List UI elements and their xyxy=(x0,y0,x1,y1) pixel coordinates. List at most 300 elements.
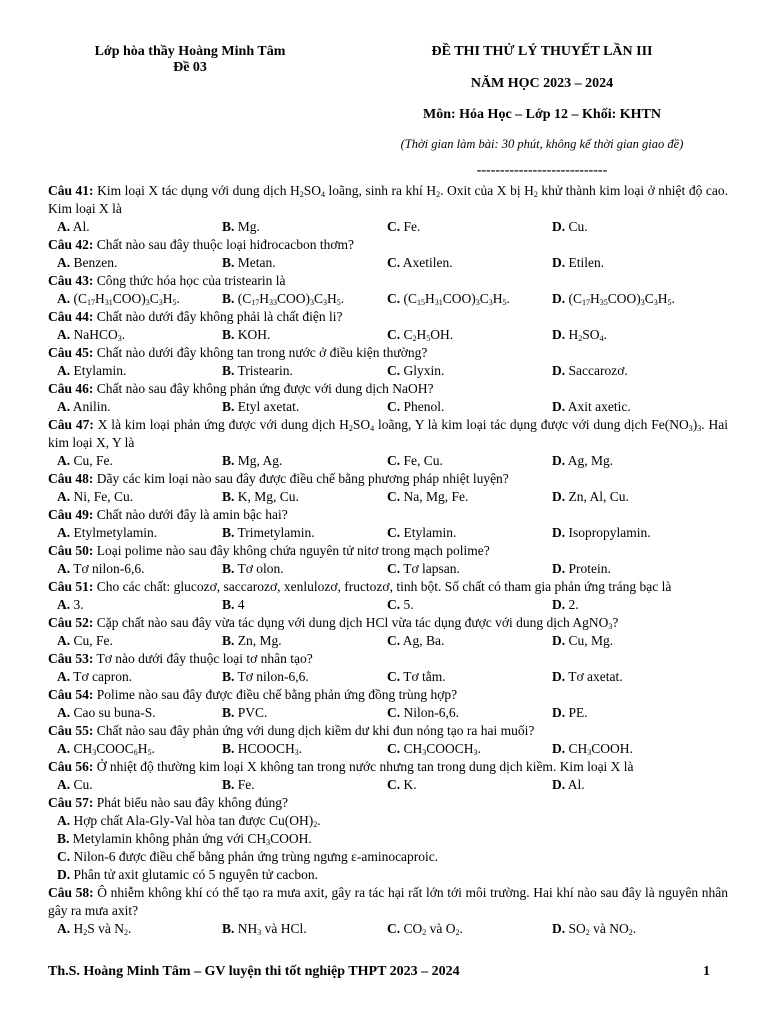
answer-option-b xyxy=(222,362,387,380)
option-text: 3. xyxy=(70,597,84,612)
answer-option-c xyxy=(387,290,552,308)
question-text: Ô nhiễm không khí có thể tạo ra mưa axit, gây ra tác hại rất lớn tới môi trường. Hai khí nào sau đây là nguyên nhân gây ra mưa axit? xyxy=(48,885,728,918)
answer-option-a xyxy=(57,254,222,272)
option-text: Axit axetic. xyxy=(565,399,631,414)
question-stem xyxy=(48,236,728,254)
answer-option-d xyxy=(552,632,717,650)
answer-option-c xyxy=(48,848,728,866)
answer-option-a xyxy=(57,920,222,938)
question xyxy=(48,272,728,308)
option-letter: B. xyxy=(222,453,235,468)
option-letter: C. xyxy=(387,525,401,540)
option-letter: B. xyxy=(222,705,235,720)
option-text: Ag, Mg. xyxy=(565,453,614,468)
question-label: Câu 48: xyxy=(48,471,94,486)
question-stem xyxy=(48,416,728,452)
answer-option-d xyxy=(48,866,728,884)
question-stem xyxy=(48,308,728,326)
header-left xyxy=(75,44,305,76)
option-text: Nilon-6,6. xyxy=(400,705,459,720)
answer-option-b xyxy=(222,452,387,470)
answer-option-b xyxy=(222,920,387,938)
option-text: Tristearin. xyxy=(234,363,293,378)
option-text: Protein. xyxy=(565,561,611,576)
answer-option-b xyxy=(222,290,387,308)
question xyxy=(48,236,728,272)
option-letter: A. xyxy=(57,561,71,576)
answer-option-c xyxy=(387,524,552,542)
question xyxy=(48,650,728,686)
question-stem xyxy=(48,506,728,524)
option-letter: D. xyxy=(552,255,566,270)
answer-option-a xyxy=(57,560,222,578)
option-letter: A. xyxy=(57,489,71,504)
option-text: Tơ axetat. xyxy=(565,669,623,684)
answer-option-a xyxy=(57,776,222,794)
option-text: 5. xyxy=(400,597,414,612)
option-letter: C. xyxy=(387,777,401,792)
option-text: KOH. xyxy=(234,327,271,342)
option-text: Cu. xyxy=(70,777,93,792)
header-right xyxy=(372,44,712,178)
question xyxy=(48,578,728,614)
question-label: Câu 47: xyxy=(48,417,94,432)
header-divider: ---------------------------- xyxy=(476,163,608,178)
option-letter: D. xyxy=(552,399,566,414)
question-stem xyxy=(48,614,728,632)
question-label: Câu 58: xyxy=(48,885,94,900)
option-text: $H_2S$ và $N_2$. xyxy=(70,921,132,937)
option-text: Ag, Ba. xyxy=(400,633,445,648)
answer-options xyxy=(48,254,728,272)
question-text: Chất nào dưới đây là amin bậc hai? xyxy=(93,507,288,522)
option-text: Zn, Al, Cu. xyxy=(565,489,629,504)
question-label: Câu 51: xyxy=(48,579,94,594)
option-text: Mg. xyxy=(234,219,260,234)
option-letter: A. xyxy=(57,741,71,756)
option-letter: A. xyxy=(57,525,71,540)
answer-option-b xyxy=(222,668,387,686)
option-letter: A. xyxy=(57,921,71,936)
option-text: $H_2SO_4$. xyxy=(565,327,607,343)
answer-option-a xyxy=(48,812,728,830)
option-letter: C. xyxy=(387,453,401,468)
answer-option-d xyxy=(552,596,717,614)
option-letter: B. xyxy=(222,399,235,414)
question xyxy=(48,416,728,470)
option-letter: A. xyxy=(57,363,71,378)
option-text: NaHCO$_3$. xyxy=(70,327,126,343)
question-stem xyxy=(48,272,728,290)
option-letter: D. xyxy=(552,327,566,342)
option-text: Trimetylamin. xyxy=(234,525,315,540)
option-letter: A. xyxy=(57,669,71,684)
answer-option-d xyxy=(552,740,717,758)
answer-option-c xyxy=(387,452,552,470)
option-letter: D. xyxy=(552,453,566,468)
option-text: $(C_{17}H_{31}COO)_3C_3H_5$. xyxy=(70,291,180,307)
question-text: Chất nào sau đây phản ứng với dung dịch kiềm dư khi đun nóng tạo ra hai muối? xyxy=(93,723,535,738)
answer-option-b xyxy=(222,326,387,344)
answer-options xyxy=(48,290,728,308)
answer-option-d xyxy=(552,668,717,686)
question-label: Câu 43: xyxy=(48,273,94,288)
answer-option-b xyxy=(222,218,387,236)
option-text: Fe, Cu. xyxy=(400,453,443,468)
question-stem xyxy=(48,182,728,218)
option-text: Metylamin không phản ứng với $CH_3COOH$. xyxy=(69,831,312,847)
answer-options xyxy=(48,596,728,614)
option-text: Tơ nilon-6,6. xyxy=(234,669,309,684)
option-letter: B. xyxy=(222,561,235,576)
answer-options xyxy=(48,560,728,578)
question-text: Loại polime nào sau đây không chứa nguyên tử nitơ trong mạch polime? xyxy=(93,543,490,558)
question-stem xyxy=(48,542,728,560)
question xyxy=(48,344,728,380)
option-text: PVC. xyxy=(234,705,268,720)
option-letter: D. xyxy=(552,669,566,684)
option-letter: C. xyxy=(387,921,401,936)
question xyxy=(48,506,728,542)
question-label: Câu 49: xyxy=(48,507,94,522)
option-text: Tơ lapsan. xyxy=(400,561,460,576)
option-letter: A. xyxy=(57,453,71,468)
question-list xyxy=(48,182,728,938)
answer-option-a xyxy=(57,596,222,614)
option-letter: A. xyxy=(57,633,71,648)
question-stem xyxy=(48,578,728,596)
option-text: Cu. xyxy=(565,219,588,234)
question xyxy=(48,308,728,344)
option-letter: B. xyxy=(222,291,235,306)
option-text: Phân tử axit glutamic có 5 nguyên tử cacbon. xyxy=(70,867,318,882)
option-text: $(C_{17}H_{35}COO)_3C_3H_5$. xyxy=(565,291,675,307)
answer-option-b xyxy=(222,596,387,614)
question-label: Câu 50: xyxy=(48,543,94,558)
answer-option-c xyxy=(387,668,552,686)
answer-option-b xyxy=(222,488,387,506)
option-text: Etilen. xyxy=(565,255,605,270)
answer-option-a xyxy=(57,668,222,686)
question-label: Câu 42: xyxy=(48,237,94,252)
option-text: Fe. xyxy=(234,777,255,792)
answer-option-a xyxy=(57,362,222,380)
answer-option-b xyxy=(222,740,387,758)
option-text: $(C_{17}H_{33}COO)_3C_3H_5$. xyxy=(234,291,345,307)
subject-line: Môn: Hóa Học – Lớp 12 – Khối: KHTN xyxy=(423,107,661,122)
option-letter: A. xyxy=(57,327,71,342)
answer-option-d xyxy=(552,218,717,236)
question xyxy=(48,884,728,938)
answer-options xyxy=(48,632,728,650)
question-text: Chất nào sau đây thuộc loại hiđrocacbon thơm? xyxy=(93,237,354,252)
answer-option-b xyxy=(222,524,387,542)
option-letter: B. xyxy=(222,219,235,234)
option-text: Anilin. xyxy=(70,399,111,414)
answer-option-d xyxy=(552,290,717,308)
answer-option-d xyxy=(552,704,717,722)
question-stem xyxy=(48,344,728,362)
option-text: Nilon-6 được điều chế bằng phản ứng trùng ngưng ε-aminocaproic. xyxy=(70,849,439,864)
option-letter: D. xyxy=(552,921,566,936)
answer-options xyxy=(48,776,728,794)
option-text: $SO_2$ và $NO_2$. xyxy=(565,921,637,937)
option-letter: D. xyxy=(552,363,566,378)
question-label: Câu 52: xyxy=(48,615,94,630)
answer-option-b xyxy=(222,560,387,578)
option-text: Ni, Fe, Cu. xyxy=(70,489,134,504)
question-label: Câu 41: xyxy=(48,183,94,198)
option-letter: B. xyxy=(222,597,235,612)
option-letter: C. xyxy=(387,705,401,720)
question-text: Cặp chất nào sau đây vừa tác dụng với dung dịch HCl vừa tác dụng được với dung dịch AgNO$_3$? xyxy=(93,615,619,631)
answer-option-a xyxy=(57,290,222,308)
question xyxy=(48,380,728,416)
option-text: Etylamin. xyxy=(70,363,127,378)
option-text: $NH_3$ và HCl. xyxy=(234,921,307,937)
page-number: 1 xyxy=(703,964,710,979)
answer-option-c xyxy=(387,362,552,380)
answer-options xyxy=(48,452,728,470)
question-text: Công thức hóa học của tristearin là xyxy=(93,273,286,288)
option-letter: A. xyxy=(57,597,71,612)
answer-option-d xyxy=(552,776,717,794)
answer-option-d xyxy=(552,488,717,506)
option-text: Na, Mg, Fe. xyxy=(400,489,469,504)
option-letter: A. xyxy=(57,399,71,414)
option-text: Cao su buna-S. xyxy=(70,705,156,720)
option-letter: D. xyxy=(552,291,566,306)
question-stem xyxy=(48,650,728,668)
option-text: Isopropylamin. xyxy=(565,525,651,540)
answer-option-b xyxy=(222,398,387,416)
option-text: Fe. xyxy=(400,219,421,234)
question-text: Chất nào sau đây không phản ứng được với dung dịch NaOH? xyxy=(93,381,434,396)
question-text: Ở nhiệt độ thường kim loại X không tan trong nước nhưng tan trong dung dịch kiềm. Kim loại X là xyxy=(93,759,634,774)
option-letter: B. xyxy=(222,525,235,540)
question xyxy=(48,758,728,794)
option-letter: B. xyxy=(222,741,235,756)
question-stem xyxy=(48,722,728,740)
option-letter: B. xyxy=(222,363,235,378)
option-letter: B. xyxy=(222,633,235,648)
option-letter: C. xyxy=(387,219,401,234)
question-label: Câu 56: xyxy=(48,759,94,774)
question-label: Câu 45: xyxy=(48,345,94,360)
option-text: Benzen. xyxy=(70,255,118,270)
answer-option-d xyxy=(552,326,717,344)
option-text: Mg, Ag. xyxy=(234,453,283,468)
option-letter: D. xyxy=(57,867,71,882)
option-letter: D. xyxy=(552,597,566,612)
option-letter: A. xyxy=(57,813,71,828)
option-letter: A. xyxy=(57,219,71,234)
answer-option-d xyxy=(552,560,717,578)
option-text: Saccarozơ. xyxy=(565,363,628,378)
answer-option-a xyxy=(57,740,222,758)
answer-option-a xyxy=(57,398,222,416)
answer-option-c xyxy=(387,704,552,722)
question-stem xyxy=(48,758,728,776)
question xyxy=(48,722,728,758)
option-letter: C. xyxy=(387,327,401,342)
option-letter: B. xyxy=(57,831,70,846)
option-letter: B. xyxy=(222,489,235,504)
option-text: Hợp chất Ala-Gly-Val hòa tan được $Cu(OH)_2$. xyxy=(70,813,321,829)
answer-option-c xyxy=(387,254,552,272)
answer-option-d xyxy=(552,920,717,938)
option-text: Al. xyxy=(565,777,585,792)
school-name: Lớp hòa thầy Hoàng Minh Tâm xyxy=(94,44,286,59)
option-letter: C. xyxy=(387,291,401,306)
answer-option-a xyxy=(57,704,222,722)
question-label: Câu 54: xyxy=(48,687,94,702)
question-stem xyxy=(48,686,728,704)
option-text: $CH_3COOC_6H_5$. xyxy=(70,741,155,757)
option-letter: D. xyxy=(552,741,566,756)
option-text: Tơ capron. xyxy=(70,669,133,684)
option-letter: D. xyxy=(552,219,566,234)
question-text: Cho các chất: glucozơ, saccarozơ, xenlulozơ, fructozơ, tinh bột. Số chất có tham gia phản ứng tráng bạc là xyxy=(93,579,672,594)
answer-option-b xyxy=(222,704,387,722)
option-text: PE. xyxy=(565,705,588,720)
question xyxy=(48,794,728,884)
footer-author: Th.S. Hoàng Minh Tâm – GV luyện thi tốt nghiệp THPT 2023 – 2024 xyxy=(48,964,460,979)
option-text: Al. xyxy=(70,219,90,234)
answer-option-d xyxy=(552,398,717,416)
answer-option-c xyxy=(387,596,552,614)
option-letter: A. xyxy=(57,255,71,270)
option-text: K, Mg, Cu. xyxy=(234,489,299,504)
question-text: Phát biểu nào sau đây không đúng? xyxy=(93,795,288,810)
option-letter: C. xyxy=(387,597,401,612)
question-text: Polime nào sau đây được điều chế bằng phản ứng đồng trùng hợp? xyxy=(93,687,458,702)
option-text: Tơ nilon-6,6. xyxy=(70,561,145,576)
answer-option-c xyxy=(387,776,552,794)
answer-options xyxy=(48,362,728,380)
question-text: Tơ nào dưới đây thuộc loại tơ nhân tạo? xyxy=(93,651,313,666)
question-stem xyxy=(48,380,728,398)
answer-option-c xyxy=(387,488,552,506)
answer-option-c xyxy=(387,560,552,578)
answer-option-a xyxy=(57,524,222,542)
option-letter: A. xyxy=(57,291,71,306)
option-letter: C. xyxy=(387,561,401,576)
question-stem xyxy=(48,884,728,920)
option-text: Glyxin. xyxy=(400,363,445,378)
answer-option-d xyxy=(552,452,717,470)
option-letter: B. xyxy=(222,327,235,342)
option-text: $C_2H_5OH$. xyxy=(400,327,454,343)
question xyxy=(48,542,728,578)
option-text: K. xyxy=(400,777,417,792)
option-text: Cu, Fe. xyxy=(70,633,113,648)
answer-option-d xyxy=(552,254,717,272)
question-text: Kim loại X tác dụng với dung dịch $H_2SO_4$ loãng, sinh ra khí $H_2$. Oxit của X bị $H_2$ khử thành kim loại ở nhiệt độ cao. Kim loại X là xyxy=(48,183,728,216)
option-letter: B. xyxy=(222,921,235,936)
question-text: Chất nào dưới đây không phải là chất điện li? xyxy=(93,309,343,324)
option-text: $(C_{15}H_{31}COO)_3C_3H_5$. xyxy=(400,291,510,307)
answer-options xyxy=(48,488,728,506)
question-text: Chất nào dưới đây không tan trong nước ở điều kiện thường? xyxy=(93,345,428,360)
answer-option-a xyxy=(57,218,222,236)
question-stem xyxy=(48,794,728,812)
option-letter: C. xyxy=(387,489,401,504)
answer-option-c xyxy=(387,740,552,758)
option-letter: D. xyxy=(552,525,566,540)
option-letter: B. xyxy=(222,255,235,270)
option-text: Cu, Fe. xyxy=(70,453,113,468)
answer-options xyxy=(48,740,728,758)
question xyxy=(48,614,728,650)
option-letter: D. xyxy=(552,489,566,504)
option-letter: A. xyxy=(57,777,71,792)
option-text: Tơ olon. xyxy=(234,561,284,576)
option-letter: B. xyxy=(222,669,235,684)
answer-option-c xyxy=(387,398,552,416)
answer-option-c xyxy=(387,218,552,236)
answer-option-d xyxy=(552,524,717,542)
option-text: Phenol. xyxy=(400,399,445,414)
option-text: Metan. xyxy=(234,255,276,270)
option-letter: C. xyxy=(387,255,401,270)
answer-option-c xyxy=(387,632,552,650)
time-note: (Thời gian làm bài: 30 phút, không kể thời gian giao đề) xyxy=(400,137,684,151)
answer-option-b xyxy=(222,776,387,794)
answer-option-b xyxy=(222,632,387,650)
option-letter: C. xyxy=(387,633,401,648)
answer-options xyxy=(48,218,728,236)
option-text: Tơ tằm. xyxy=(400,669,446,684)
option-text: Etyl axetat. xyxy=(234,399,300,414)
answer-options xyxy=(48,920,728,938)
question xyxy=(48,470,728,506)
question xyxy=(48,182,728,236)
answer-option-a xyxy=(57,452,222,470)
option-text: $CH_3COOCH_3$. xyxy=(400,741,481,757)
answer-option-d xyxy=(552,362,717,380)
question-stem xyxy=(48,470,728,488)
answer-option-a xyxy=(57,632,222,650)
option-text: 4 xyxy=(234,597,245,612)
exam-title: ĐỀ THI THỬ LÝ THUYẾT LẦN III xyxy=(431,44,653,59)
option-letter: D. xyxy=(552,705,566,720)
answer-options xyxy=(48,668,728,686)
option-letter: B. xyxy=(222,777,235,792)
answer-options xyxy=(48,326,728,344)
question-label: Câu 46: xyxy=(48,381,94,396)
option-letter: C. xyxy=(387,741,401,756)
answer-option-c xyxy=(387,920,552,938)
option-letter: C. xyxy=(57,849,71,864)
question-label: Câu 55: xyxy=(48,723,94,738)
option-text: Zn, Mg. xyxy=(234,633,282,648)
answer-option-c xyxy=(387,326,552,344)
answer-option-b xyxy=(48,830,728,848)
answer-option-b xyxy=(222,254,387,272)
option-text: Cu, Mg. xyxy=(565,633,614,648)
school-year: NĂM HỌC 2023 – 2024 xyxy=(470,76,614,91)
option-letter: D. xyxy=(552,777,566,792)
question-label: Câu 57: xyxy=(48,795,94,810)
option-text: 2. xyxy=(565,597,579,612)
option-letter: D. xyxy=(552,633,566,648)
option-text: Axetilen. xyxy=(400,255,453,270)
question-label: Câu 53: xyxy=(48,651,94,666)
option-text: $HCOOCH_3$. xyxy=(234,741,303,757)
question-label: Câu 44: xyxy=(48,309,94,324)
option-text: Etylmetylamin. xyxy=(70,525,158,540)
